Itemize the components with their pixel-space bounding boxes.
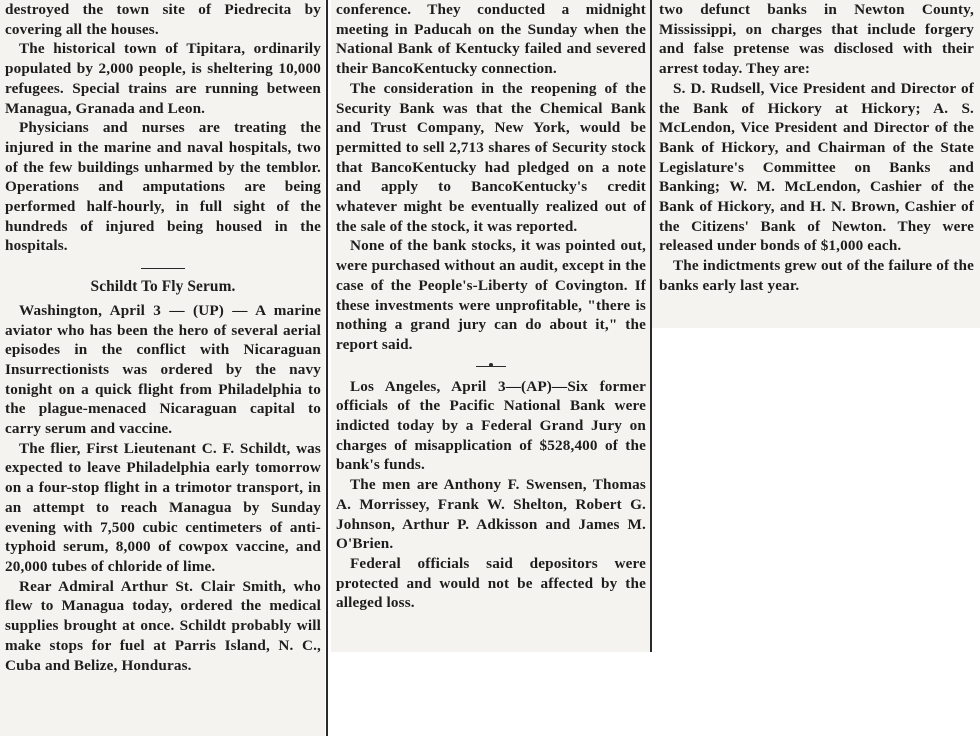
article-paragraph: The historical town of Tipitara, ordinarily populated by 2,000 people, is sheltering 10,000 refugees. Special trains are running between Managua, Granada and Leon. [5, 40, 321, 117]
article-paragraph: Washington, April 3 — (UP) — A marine aviator who has been the hero of several aerial episodes in the conflict with Nicaraguan Insurrectionists was ordered by the navy tonight on a quick flight from Philadelphia to the plague-menaced Nicaraguan capital to carry serum and vaccine. [5, 301, 321, 438]
article-paragraph: Rear Admiral Arthur St. Clair Smith, who flew to Managua today, ordered the medical supplies brought at once. Schildt probably will make stops for fuel at Parris Island, N. C., Cuba and Belize, Honduras. [5, 577, 321, 674]
article-paragraph: conference. They conducted a midnight meeting in Paducah on the Sunday when the National Bank of Kentucky failed and severed their BancoKentucky connection. [336, 1, 646, 78]
column-rule [326, 0, 328, 736]
column-middle [331, 0, 651, 652]
article-paragraph: The men are Anthony F. Swensen, Thomas A. Morrissey, Frank W. Shelton, Robert G. Johnson, Arthur P. Adkisson and James M. O'Brien. [336, 476, 646, 553]
article-paragraph: S. D. Rudsell, Vice President and Director of the Bank of Hickory at Hickory; A. S. McLendon, Vice President and Director of the Bank of Hickory, and Chairman of the State Legislature's Committee on Banks and Banking; W. M. McLendon, Cashier of the Bank of Hickory, and H. N. Brown, Cashier of the Citizens' Bank of Newton. They were released under bonds of $1,000 each. [659, 79, 974, 255]
section-divider [141, 268, 185, 269]
article-paragraph: Los Angeles, April 3—(AP)—Six former officials of the Pacific National Bank were indicted today by a Federal Grand Jury on charges of misapplication of $528,400 of the bank's funds. [336, 377, 646, 474]
article-paragraph: destroyed the town site of Piedrecita by covering all the houses. [5, 1, 321, 38]
article-paragraph: None of the bank stocks, it was pointed out, were purchased without an audit, except in the case of the People's-Liberty of Covington. If these investments were unprofitable, "there is nothing a grand jury can do about it," the report said. [336, 237, 646, 353]
column-right [652, 0, 980, 328]
article-headline: Schildt To Fly Serum. [90, 278, 236, 296]
article-paragraph: Physicians and nurses are treating the injured in the marine and naval hospitals, two of the few buildings unharmed by the temblor. Operations and amputations are being performed half-hourly, in full sight of the hundreds of injured being housed in the hospitals. [5, 119, 321, 255]
article-paragraph: The indictments grew out of the failure of the banks early last year. [659, 257, 974, 294]
story-divider [476, 366, 506, 367]
article-paragraph: The flier, First Lieutenant C. F. Schildt, was expected to leave Philadelphia early tomorrow on a four-stop flight in a trimotor transport, in an attempt to reach Managua by Sunday evening with 7,500 cubic centimeters of anti-typhoid serum, 8,000 of cowpox vaccine, and 20,000 tubes of chloride of lime. [5, 439, 321, 575]
article-paragraph: The consideration in the reopening of the Security Bank was that the Chemical Bank and Trust Company, New York, would be permitted to sell 2,713 shares of Security stock that BancoKentucky had pledged on a note and apply to BancoKentucky's credit whatever might be eventually realized out of the sale of the stock, it was reported. [336, 79, 646, 235]
article-paragraph: two defunct banks in Newton County, Mississippi, on charges that include forgery and false pretense was disclosed with their arrest today. They are: [659, 1, 974, 78]
column-left [0, 0, 325, 736]
article-paragraph: Federal officials said depositors were protected and would not be affected by the alleged loss. [336, 554, 646, 612]
